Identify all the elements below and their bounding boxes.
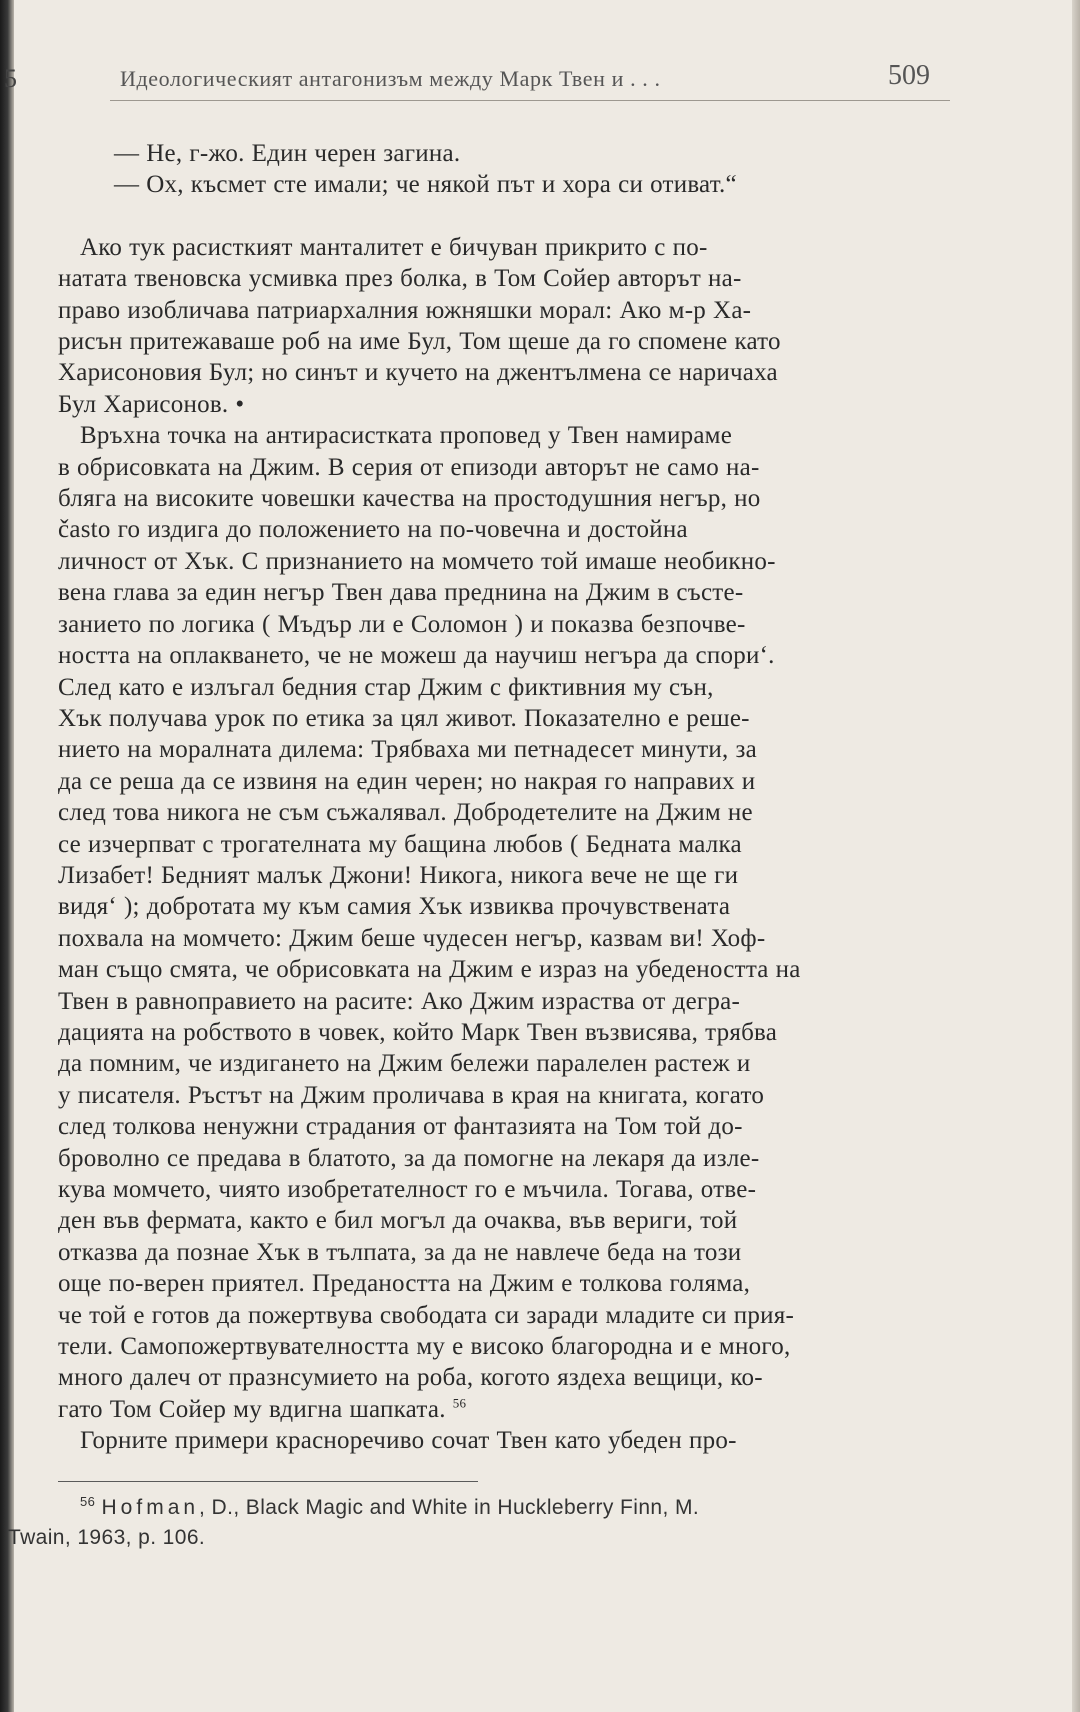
running-title: Идеологическият антагонизъм между Марк Твен и . . . bbox=[120, 66, 661, 91]
page-number: 509 bbox=[888, 60, 930, 91]
text-line bbox=[58, 1394, 952, 1425]
text-line: натата твеновска усмивка през болка, в Том Сойер авторът на- bbox=[58, 265, 742, 293]
text-line: се изчерпват с трогателната му бащина любов ( Бедната малка bbox=[58, 830, 742, 858]
text-line: личност от Хък. С признанието на момчето той имаше необикно- bbox=[58, 547, 776, 575]
text-line: да помним, че издигането на Джим бележи паралелен растеж и bbox=[58, 1050, 751, 1078]
header-rule bbox=[110, 100, 950, 101]
text-line: ден във фермата, както е бил могъл да очаква, във вериги, той bbox=[58, 1207, 738, 1235]
text-line: рисън притежаваше роб на име Бул, Том щеше да го спомене като bbox=[58, 328, 781, 356]
text-line: Бул Харисонов. • bbox=[58, 390, 245, 418]
text-line: Ако тук расисткият манталитет е бичуван прикрито с по- bbox=[80, 233, 708, 261]
text-line: často го издига до положението на по-човечна и достойна bbox=[58, 516, 688, 544]
text-line: още по-верен приятел. Предаността на Джим е толкова голяма, bbox=[58, 1270, 751, 1298]
running-header bbox=[0, 58, 1080, 98]
footnote-rule bbox=[58, 1481, 478, 1482]
text-line: Хък получава урок по етика за цял живот. Показателно е реше- bbox=[58, 704, 750, 732]
book-binding-shadow bbox=[0, 0, 14, 1712]
text-line: занието по логика ( Мъдър ли е Соломон ) и показва безпочве- bbox=[58, 610, 746, 638]
text-line: бляга на високите човешки качества на простодушния негър, но bbox=[58, 485, 761, 513]
text-line: право изобличава патриархалния южняшки морал: Ако м-р Ха- bbox=[58, 296, 752, 324]
footnote-author: Hofman bbox=[101, 1496, 200, 1519]
footnote-line: Twain, 1963, p. 106. bbox=[8, 1526, 206, 1549]
text-line: — Ох, късмет сте имали; че някой път и хора си отиват.“ bbox=[114, 171, 737, 199]
text-line: Твен в равноправието на расите: Ако Джим израства от дегра- bbox=[58, 987, 741, 1015]
text-line: — Не, г-жо. Един черен загина. bbox=[114, 140, 461, 167]
text-line: тели. Самопожертвувателността му е високо благородна и е много, bbox=[58, 1333, 791, 1361]
text-line: видя‘ ); добротата му към самия Хък извиква прочувствената bbox=[58, 893, 731, 921]
text-line: След като е излъгал бедния стар Джим с фиктивния му сън, bbox=[58, 673, 714, 701]
text-line: след толкова ненужни страдания от фантазията на Том той до- bbox=[58, 1113, 743, 1141]
page-edge bbox=[1072, 0, 1080, 1712]
body-text bbox=[58, 138, 952, 1457]
text-line: вена глава за един негър Твен дава преднина на Джим в състе- bbox=[58, 579, 744, 607]
footnote bbox=[8, 1493, 948, 1553]
edge-mark: 5 bbox=[4, 64, 17, 93]
text-line: отказва да познае Хък в тълпата, за да не навлече беда на този bbox=[58, 1238, 742, 1266]
text-line-content: гато Том Сойер му вдигна шапката. bbox=[58, 1395, 446, 1423]
text-line: Харисоновия Бул; но синът и кучето на джентълмена се наричаха bbox=[58, 359, 778, 387]
text-line: в обрисовката на Джим. В серия от епизоди авторът не само на- bbox=[58, 453, 760, 481]
text-line: след това никога не съм съжалявал. Добродетелите на Джим не bbox=[58, 799, 753, 827]
text-line: кува момчето, чиято изобретателност го е мъчила. Тогава, отве- bbox=[58, 1176, 757, 1203]
text-line: Лизабет! Бедният малък Джони! Никога, никога вече не ще ги bbox=[58, 861, 739, 889]
text-line: Връхна точка на антирасистката проповед у Твен намираме bbox=[80, 422, 733, 450]
text-line: че той е готов да пожертвува свободата си заради младите си прия- bbox=[58, 1301, 795, 1329]
text-line: дацията на робството в човек, който Марк Твен възвисява, трябва bbox=[58, 1018, 778, 1046]
text-line: Горните примери красноречиво сочат Твен като убеден про- bbox=[80, 1427, 737, 1455]
footnote-line bbox=[80, 1493, 948, 1523]
text-line: много далеч от празнсумието на роба, когото яздеха вещици, ко- bbox=[58, 1364, 763, 1392]
text-line: у писателя. Ръстът на Джим проличава в края на книгата, когато bbox=[58, 1081, 765, 1109]
footnote-marker: 56 bbox=[80, 1494, 96, 1509]
text-line: похвала на момчето: Джим беше чудесен негър, казвам ви! Хоф- bbox=[58, 924, 766, 952]
text-line: броволно се предава в блатото, за да помогне на лекаря да изле- bbox=[58, 1144, 760, 1172]
text-line: ман също смята, че обрисовката на Джим е израз на убедеността на bbox=[58, 956, 801, 984]
text-line: ността на оплакването, че не можеш да научиш негъра да спори‘. bbox=[58, 642, 775, 670]
text-line: да се реша да се извиня на един черен; но накрая го направих и bbox=[58, 767, 756, 795]
text-line: нието на моралната дилема: Трябваха ми петнадесет минути, за bbox=[58, 736, 757, 764]
footnote-citation: , D., Black Magic and White in Huckleberry Finn, M. bbox=[199, 1496, 700, 1519]
footnote-reference[interactable]: 56 bbox=[452, 1395, 467, 1411]
